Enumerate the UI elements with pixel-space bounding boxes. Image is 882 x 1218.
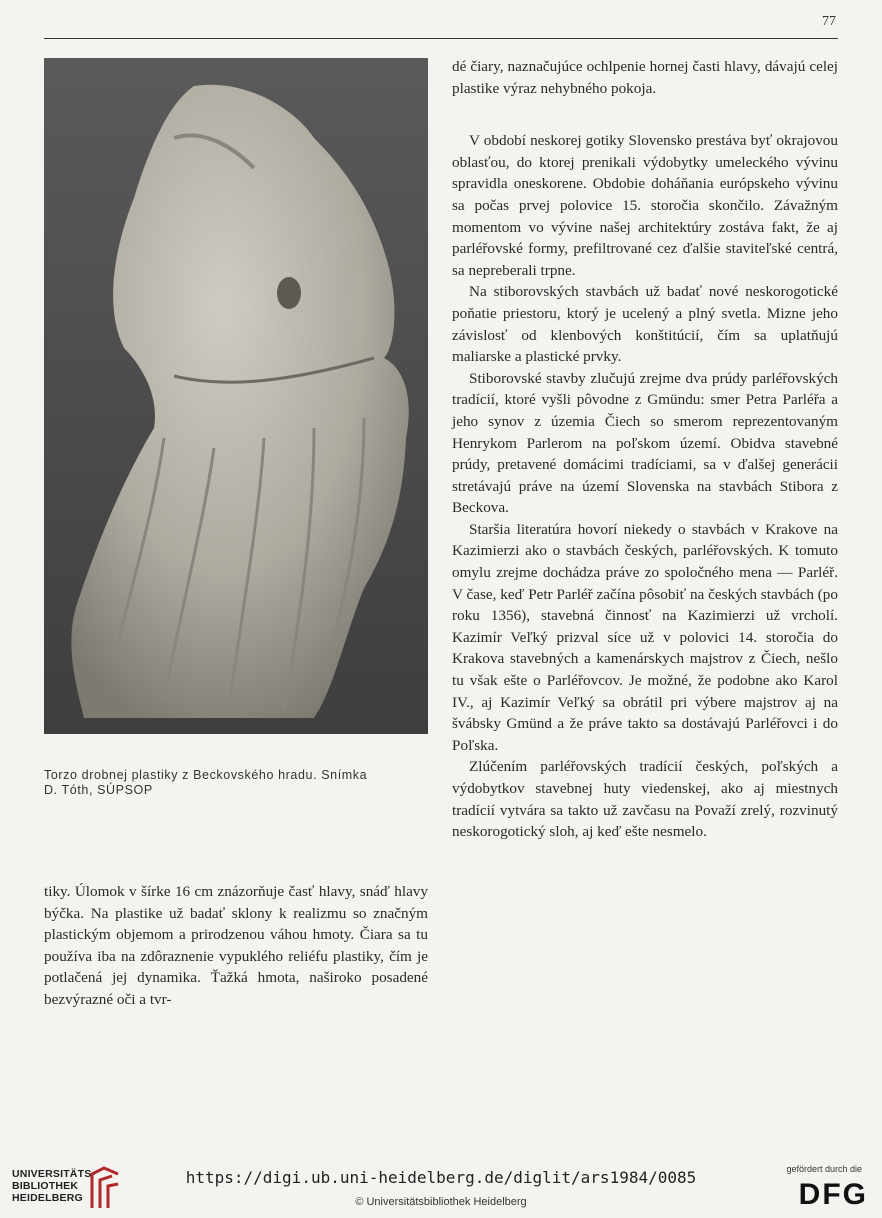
sculpture-torso-image [44,58,428,734]
left-text-column [44,881,428,1011]
paragraph-1: V období neskorej gotiky Slovensko prestáva byť okrajovou oblasťou, do ktorej prenikali výdobytky umeleckého vývinu spravidla oneskorene. Obdobie doháňania európskeho vývinu sa počas prvej polovice 15. storočia skončilo. Závažným momentom vo vývine našej architektúry zostáva fakt, že aj parléřovské formy, prefiltrované cez ďalšie staviteľské centrá, sa nepreberali trpne. [452,132,838,279]
continuation-paragraph: dé čiary, naznačujúce ochlpenie hornej časti hlavy, dávajú celej plastike výraz nehybného pokoja. [452,58,838,97]
caption-line-2: D. Tóth, SÚPSOP [44,783,153,797]
paragraph-5: Zlúčením parléřovských tradícií českých, poľských a výdobytkov stavebnej huty viedenskej, ako aj miestnych tradícií vytvára sa takto už zavčasu na Považí zrelý, rozvinutý neskorogotický sloh, aj keď ešte nesmelo. [452,758,838,841]
paragraph-2: Na stiborovských stavbách už badať nové neskorogotické poňatie priestoru, ktorý je ucelený a plný svetla. Mizne jeho závislosť od klenbových konštitúcií, čím sa uplatňujú maliarske a plastické prvky. [452,283,838,366]
right-text-column [452,56,838,843]
funded-by-label: gefördert durch die [786,1164,862,1174]
paragraph-4: Staršia literatúra hovorí niekedy o stavbách v Krakove na Kazimierzi ako o stavbách českých, parléřovských. K tomuto omylu zrejme dochádza práve zo spoločného mena — Parléř. V čase, keď Petr Parléř začína pôsobiť na českých stavbách (po roku 1356), stavebná činnosť na Kazimierzi už vrcholí. Kazimír Veľký prizval síce už v polovici 14. storočia do Krakova stavebných a kamenárskych majstrov z Čiech, nešlo tu však ešte o Parléřovcov. Je možné, že podobne ako Karol IV., aj Kazimír Veľký sa obrátil pri výbere majstrov aj na švábsky Gmünd a že práve takto sa dostávajú Parléřovci i do Poľska. [452,520,838,754]
figure-caption [44,768,434,798]
copyright-notice: © Universitätsbibliothek Heidelberg [355,1196,527,1208]
paragraph-3: Stiborovské stavby zlučujú zrejme dva prúdy parléřovských tradícií, ktoré vyšli pôvodne z Gmündu: smer Petra Parléřa a jeho synov z územia Čiech so smerom reprezentovaným Henrykom Parlerom na poľskom území. Obidva stavebné prúdy, pretavené domácimi tradíciami, sa v ďalšej generácii stretávajú práve na území Slovenska na stavbách Stibora z Beckova. [452,369,838,517]
footer [0,1158,882,1218]
sculpture-photo [44,58,428,734]
library-name-line-3: HEIDELBERG [12,1192,83,1204]
page-number: 77 [822,14,836,29]
section-gap [452,99,838,130]
dfg-logo[interactable]: DFG [798,1178,868,1211]
caption-line-1: Torzo drobnej plastiky z Beckovského hradu. Snímka [44,768,368,782]
library-name-line-1: UNIVERSITÄTS- [12,1168,96,1180]
header-rule [44,38,838,39]
left-paragraph: tiky. Úlomok v šírke 16 cm znázorňuje časť hlavy, snáď hlavy býčka. Na plastike už badať sklony k realizmu so značným plastickým objemom a prirodzenou váhou hmoty. Čiara sa tu používa iba na zdôraznenie vypuklého reliéfu plastiky, čím je potlačená jej dynamika. Ťažká hmota, naširoko posadené bezvýrazné oči a tvr- [44,883,428,1008]
document-url-link[interactable]: https://digi.ub.uni-heidelberg.de/diglit/ars1984/0085 [185,1168,697,1187]
library-name-line-2: BIBLIOTHEK [12,1180,79,1192]
